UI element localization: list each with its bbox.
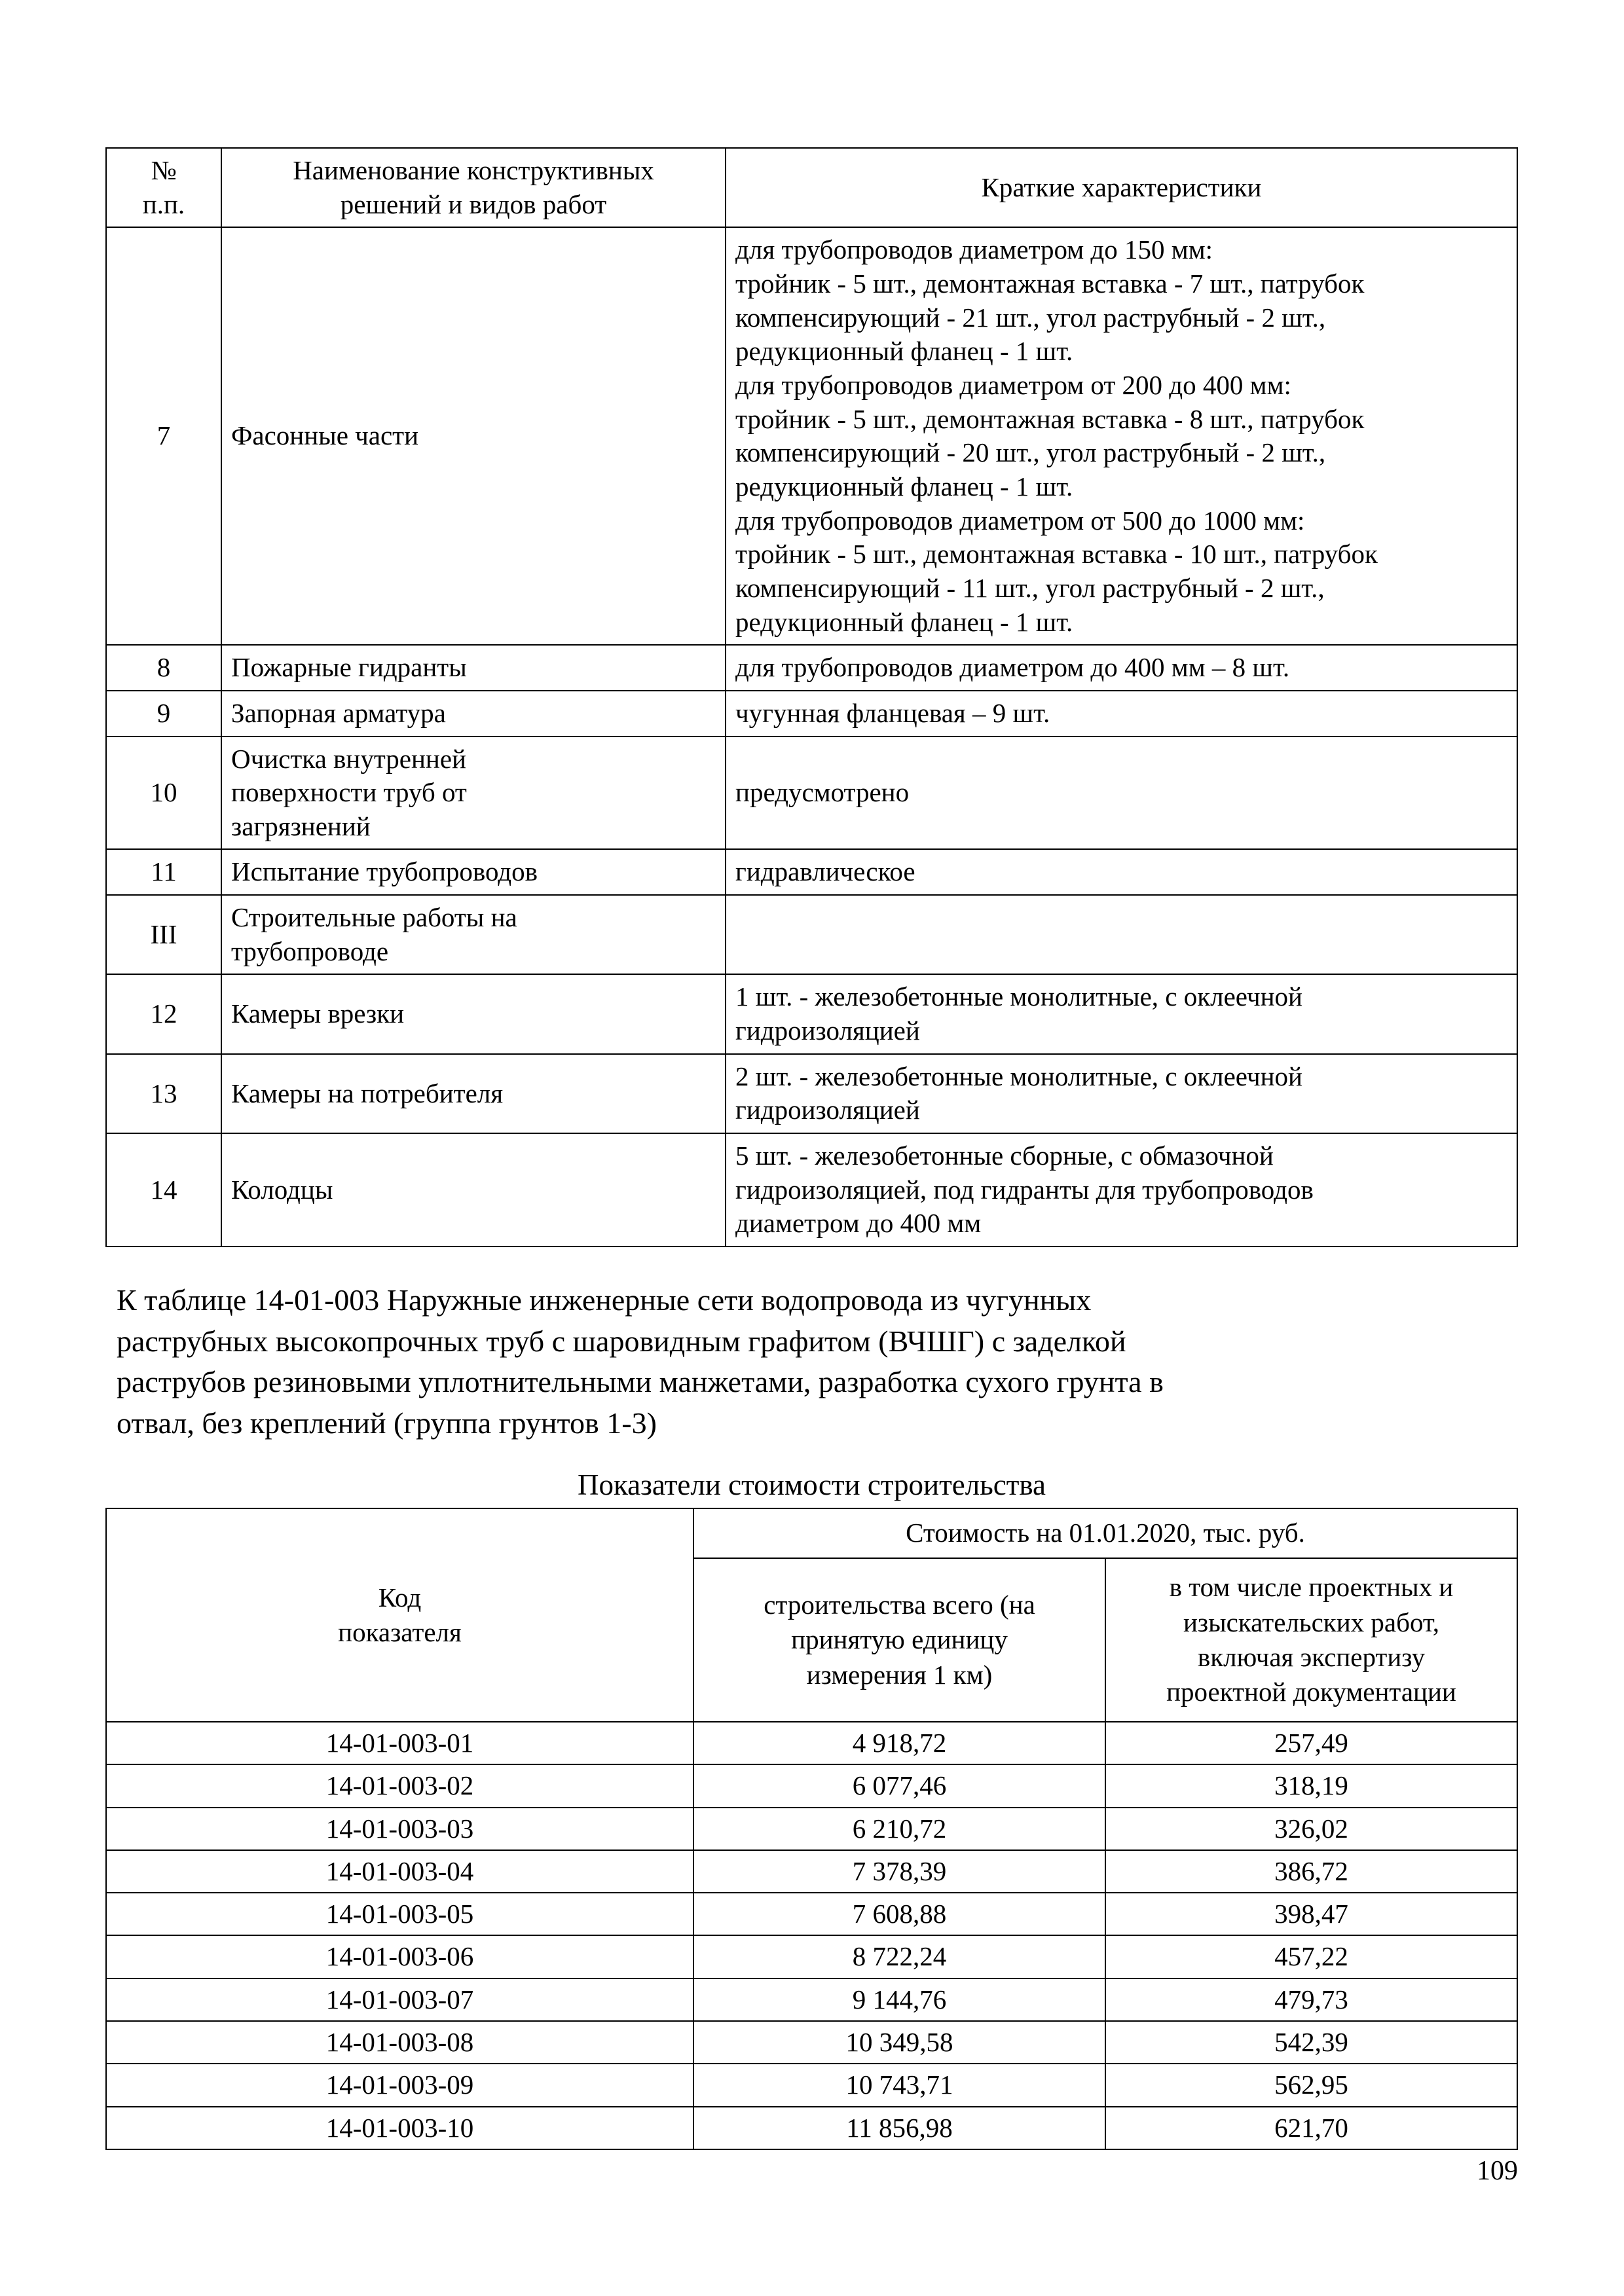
row-number-cell: 9 xyxy=(106,691,221,737)
table-row xyxy=(106,1935,1517,1978)
column-header-cost-span: Стоимость на 01.01.2020, тыс. руб. xyxy=(693,1508,1517,1558)
table-row xyxy=(106,974,1517,1053)
table-row xyxy=(106,227,1517,645)
table-row xyxy=(106,1764,1517,1807)
header-name-line2: решений и видов работ xyxy=(340,189,607,219)
table-header-row xyxy=(106,148,1517,227)
row-number-cell: 14 xyxy=(106,1133,221,1247)
cost-design-cell: 257,49 xyxy=(1105,1722,1517,1764)
row-description-cell xyxy=(726,849,1517,895)
cost-code-cell: 14-01-003-04 xyxy=(106,1850,693,1893)
row-name-cell xyxy=(221,895,726,974)
column-header-name xyxy=(221,148,726,227)
cost-design-cell: 479,73 xyxy=(1105,1978,1517,2021)
cost-total-cell: 11 856,98 xyxy=(693,2107,1105,2149)
name-line: Очистка внутренней xyxy=(231,743,466,774)
description-line: тройник - 5 шт., демонтажная вставка - 10 шт., патрубок xyxy=(735,539,1378,570)
description-line: 1 шт. - железобетонные монолитные, с оклеечной xyxy=(735,981,1302,1012)
description-line: редукционный фланец - 1 шт. xyxy=(735,336,1073,367)
row-number-cell: III xyxy=(106,895,221,974)
description-line: 2 шт. - железобетонные монолитные, с оклеечной xyxy=(735,1061,1302,1091)
cost-design-cell: 398,47 xyxy=(1105,1893,1517,1935)
description-line: гидроизоляцией xyxy=(735,1015,920,1046)
name-line: загрязнений xyxy=(231,811,371,841)
description-line: редукционный фланец - 1 шт. xyxy=(735,606,1073,637)
header-design-line: изыскательских работ, xyxy=(1183,1607,1439,1637)
column-header-design-cost xyxy=(1105,1558,1517,1722)
description-line: для трубопроводов диаметром до 150 мм: xyxy=(735,234,1213,265)
table-row xyxy=(106,1722,1517,1764)
row-number-cell: 11 xyxy=(106,849,221,895)
paragraph-line: отвал, без креплений (группа грунтов 1-3) xyxy=(117,1406,657,1440)
row-number-cell: 13 xyxy=(106,1054,221,1133)
description-line: 5 шт. - железобетонные сборные, с обмазочной xyxy=(735,1140,1274,1171)
name-line: трубопроводе xyxy=(231,936,389,966)
description-line: тройник - 5 шт., демонтажная вставка - 7 шт., патрубок xyxy=(735,268,1365,299)
description-line: редукционный фланец - 1 шт. xyxy=(735,471,1073,501)
row-name-cell: Пожарные гидранты xyxy=(221,645,726,691)
paragraph-line: К таблице 14-01-003 Наружные инженерные сети водопровода из чугунных xyxy=(117,1283,1092,1317)
cost-total-cell: 9 144,76 xyxy=(693,1978,1105,2021)
header-number-line1: № xyxy=(151,155,177,185)
cost-code-cell: 14-01-003-07 xyxy=(106,1978,693,2021)
description-line: гидроизоляцией, под гидранты для трубопроводов xyxy=(735,1174,1314,1205)
column-header-total-cost xyxy=(693,1558,1105,1722)
description-line: чугунная фланцевая – 9 шт. xyxy=(735,697,1050,728)
description-line: компенсирующий - 11 шт., угол раструбный - 2 шт., xyxy=(735,572,1325,603)
name-line: Строительные работы на xyxy=(231,902,517,933)
description-line xyxy=(735,918,1507,952)
header-code-line1: Код xyxy=(378,1582,422,1613)
table-row xyxy=(106,2107,1517,2149)
table-row xyxy=(106,1054,1517,1133)
description-line: для трубопроводов диаметром от 200 до 400 мм: xyxy=(735,369,1291,400)
header-code-line2: показателя xyxy=(338,1617,462,1647)
header-total-line: принятую единицу xyxy=(791,1624,1008,1655)
row-description-cell xyxy=(726,974,1517,1053)
description-line: для трубопроводов диаметром до 400 мм – 8 шт. xyxy=(735,652,1290,683)
row-description-cell xyxy=(726,1054,1517,1133)
cost-code-cell: 14-01-003-01 xyxy=(106,1722,693,1764)
table-row xyxy=(106,1978,1517,2021)
description-line: гидравлическое xyxy=(735,856,915,887)
table-row xyxy=(106,1133,1517,1247)
row-name-cell: Испытание трубопроводов xyxy=(221,849,726,895)
cost-total-cell: 6 077,46 xyxy=(693,1764,1105,1807)
cost-total-cell: 8 722,24 xyxy=(693,1935,1105,1978)
description-line: компенсирующий - 20 шт., угол раструбный - 2 шт., xyxy=(735,437,1326,468)
row-description-cell xyxy=(726,895,1517,974)
column-header-code xyxy=(106,1508,693,1722)
row-number-cell: 10 xyxy=(106,737,221,850)
table-row xyxy=(106,895,1517,974)
page-number: 109 xyxy=(1477,2156,1518,2186)
construction-solutions-table xyxy=(105,147,1518,1247)
cost-total-cell: 4 918,72 xyxy=(693,1722,1105,1764)
description-line: гидроизоляцией xyxy=(735,1095,920,1125)
row-name-cell: Колодцы xyxy=(221,1133,726,1247)
table-reference-paragraph xyxy=(117,1280,1518,1444)
row-number-cell: 8 xyxy=(106,645,221,691)
cost-code-cell: 14-01-003-03 xyxy=(106,1808,693,1850)
cost-design-cell: 318,19 xyxy=(1105,1764,1517,1807)
table-row xyxy=(106,737,1517,850)
cost-code-cell: 14-01-003-08 xyxy=(106,2021,693,2064)
header-design-line: проектной документации xyxy=(1166,1677,1456,1707)
row-description-cell xyxy=(726,691,1517,737)
description-line: предусмотрено xyxy=(735,777,910,808)
row-name-cell: Камеры врезки xyxy=(221,974,726,1053)
row-name-cell: Фасонные части xyxy=(221,227,726,645)
construction-solutions-body xyxy=(106,227,1517,1247)
table-row xyxy=(106,1850,1517,1893)
cost-total-cell: 10 743,71 xyxy=(693,2064,1105,2106)
name-line: поверхности труб от xyxy=(231,777,467,808)
column-header-number xyxy=(106,148,221,227)
cost-design-cell: 326,02 xyxy=(1105,1808,1517,1850)
table-row xyxy=(106,849,1517,895)
description-line: диаметром до 400 мм xyxy=(735,1208,982,1239)
cost-indicators-heading: Показатели стоимости строительства xyxy=(577,1468,1046,1501)
cost-design-cell: 562,95 xyxy=(1105,2064,1517,2106)
header-name-line1: Наименование конструктивных xyxy=(293,155,654,185)
header-total-line: строительства всего (на xyxy=(764,1590,1035,1620)
header-number-line2: п.п. xyxy=(142,189,185,219)
cost-code-cell: 14-01-003-05 xyxy=(106,1893,693,1935)
cost-code-cell: 14-01-003-09 xyxy=(106,2064,693,2106)
row-number-cell: 7 xyxy=(106,227,221,645)
row-description-cell xyxy=(726,645,1517,691)
description-line: тройник - 5 шт., демонтажная вставка - 8 шт., патрубок xyxy=(735,403,1365,434)
cost-total-cell: 7 378,39 xyxy=(693,1850,1105,1893)
cost-total-cell: 6 210,72 xyxy=(693,1808,1105,1850)
table-row xyxy=(106,1808,1517,1850)
row-number-cell: 12 xyxy=(106,974,221,1053)
header-design-line: включая экспертизу xyxy=(1197,1642,1426,1672)
cost-total-cell: 10 349,58 xyxy=(693,2021,1105,2064)
row-name-cell xyxy=(221,737,726,850)
cost-indicators-body xyxy=(106,1722,1517,2149)
cost-code-cell: 14-01-003-02 xyxy=(106,1764,693,1807)
column-header-description: Краткие характеристики xyxy=(726,148,1517,227)
description-line: для трубопроводов диаметром от 500 до 1000 мм: xyxy=(735,505,1305,536)
table-row xyxy=(106,2021,1517,2064)
table-row xyxy=(106,2064,1517,2106)
cost-design-cell: 542,39 xyxy=(1105,2021,1517,2064)
paragraph-line: раструбов резиновыми уплотнительными манжетами, разработка сухого грунта в xyxy=(117,1365,1164,1399)
description-line: компенсирующий - 21 шт., угол раструбный - 2 шт., xyxy=(735,302,1326,333)
row-name-cell: Камеры на потребителя xyxy=(221,1054,726,1133)
row-description-cell xyxy=(726,227,1517,645)
cost-header-row-top xyxy=(106,1508,1517,1558)
cost-design-cell: 386,72 xyxy=(1105,1850,1517,1893)
header-design-line: в том числе проектных и xyxy=(1169,1572,1454,1603)
row-description-cell xyxy=(726,1133,1517,1247)
cost-code-cell: 14-01-003-06 xyxy=(106,1935,693,1978)
table-row xyxy=(106,645,1517,691)
cost-code-cell: 14-01-003-10 xyxy=(106,2107,693,2149)
header-total-line: измерения 1 км) xyxy=(806,1659,993,1690)
row-description-cell xyxy=(726,737,1517,850)
paragraph-line: раструбных высокопрочных труб с шаровидным графитом (ВЧШГ) с заделкой xyxy=(117,1324,1126,1358)
row-name-cell: Запорная арматура xyxy=(221,691,726,737)
table-row xyxy=(106,691,1517,737)
cost-indicators-table xyxy=(105,1508,1518,2150)
table-row xyxy=(106,1893,1517,1935)
cost-design-cell: 621,70 xyxy=(1105,2107,1517,2149)
cost-total-cell: 7 608,88 xyxy=(693,1893,1105,1935)
cost-design-cell: 457,22 xyxy=(1105,1935,1517,1978)
